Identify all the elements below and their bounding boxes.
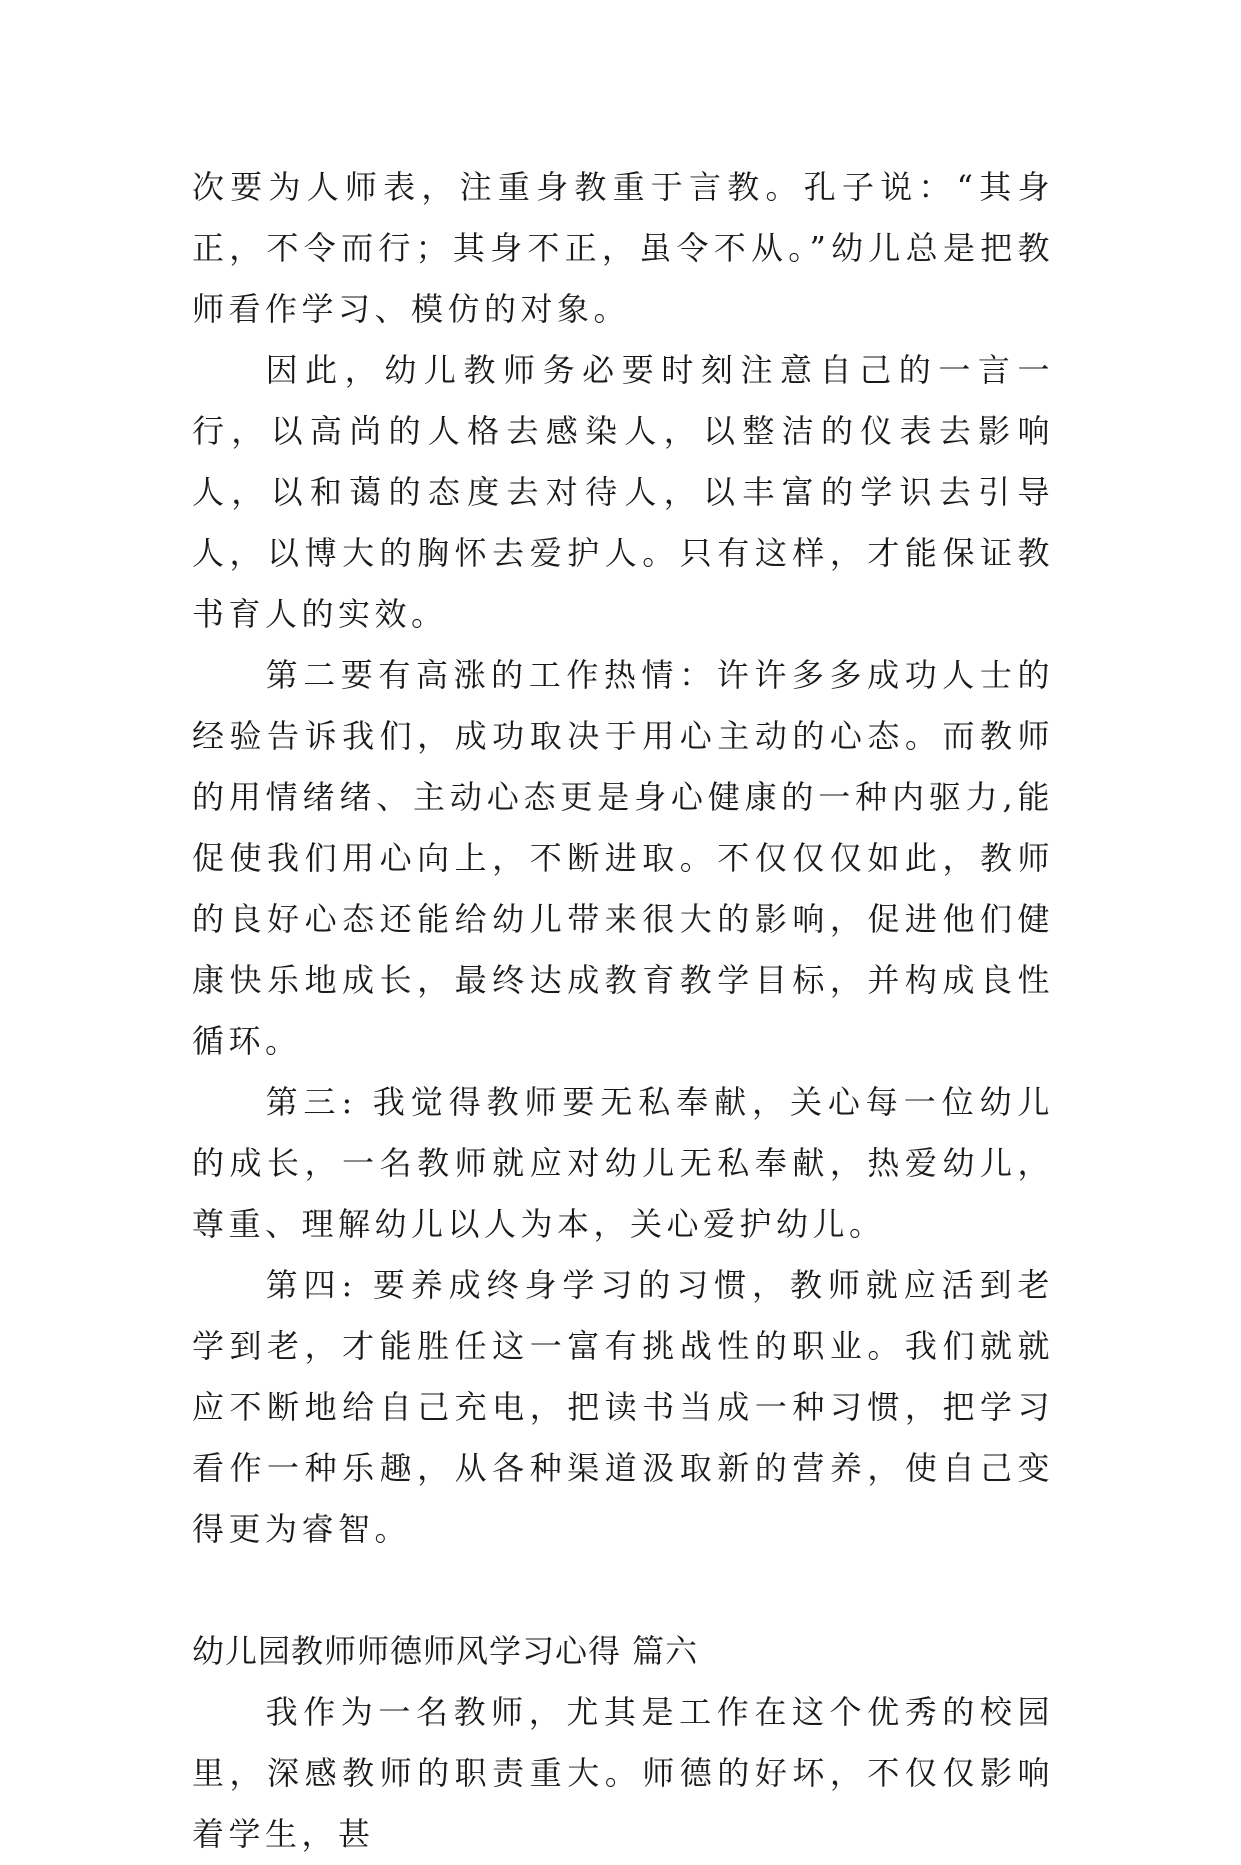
paragraph-6: 我作为一名教师，尤其是工作在这个优秀的校园里，深感教师的职责重大。师德的好坏，不仅仅影响着学生，甚 — [192, 1693, 1054, 1853]
paragraph-4: 第三: 我觉得教师要无私奉献，关心每一位幼儿的成长，一名教师就应对幼儿无私奉献，热爱幼儿，尊重、理解幼儿以人为本，关心爱护幼儿。 — [192, 1083, 1054, 1243]
paragraph-1: 次要为人师表，注重身教重于言教。孔子说：“其身正，不令而行；其身不正，虽令不从。”幼儿总是把教师看作学习、模仿的对象。 — [192, 168, 1054, 328]
paragraph-5: 第四: 要养成终身学习的习惯，教师就应活到老学到老，才能胜任这一富有挑战性的职业。我们就就应不断地给自己充电，把读书当成一种习惯，把学习看作一种乐趣，从各种渠道汲取新的营养，使自己变得更为睿智。 — [192, 1266, 1054, 1548]
paragraph-2: 因此，幼儿教师务必要时刻注意自己的一言一行，以高尚的人格去感染人，以整洁的仪表去影响人，以和蔼的态度去对待人，以丰富的学识去引导人，以博大的胸怀去爱护人。只有这样，才能保证教书育人的实效。 — [192, 351, 1054, 633]
section-heading: 幼儿园教师师德师风学习心得 篇六 — [192, 1632, 699, 1670]
document-body — [192, 157, 1054, 1865]
section-spacer — [192, 1560, 1054, 1621]
paragraph-3: 第二要有高涨的工作热情：许许多多成功人士的经验告诉我们，成功取决于用心主动的心态。而教师的用情绪绪、主动心态更是身心健康的一种内驱力,能促使我们用心向上，不断进取。不仅仅仅如此，教师的良好心态还能给幼儿带来很大的影响，促进他们健康快乐地成长，最终达成教育教学目标，并构成良性循环。 — [192, 656, 1054, 1060]
